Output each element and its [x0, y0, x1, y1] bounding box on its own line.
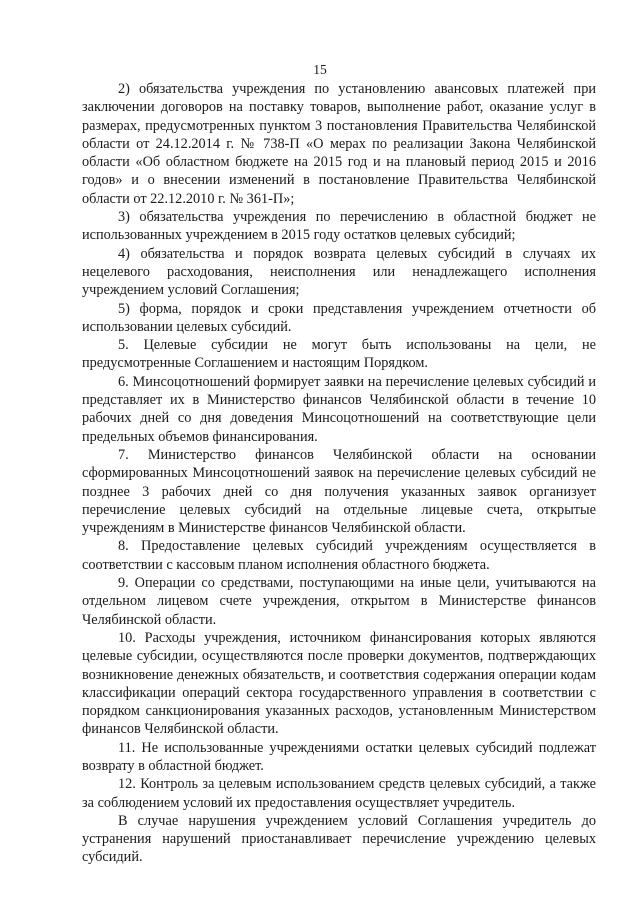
paragraph-clause-11: 11. Не использованные учреждениями остатки целевых субсидий подлежат возврату в областной бюджет. — [82, 739, 596, 774]
paragraph-violation-note: В случае нарушения учреждением условий Соглашения учредитель до устранения нарушений приостанавливает перечисление учреждению целевых субсидий. — [82, 812, 596, 866]
paragraph-clause-6: 6. Минсоцотношений формирует заявки на перечисление целевых субсидий и представляет их в Министерство финансов Челябинской области в течение 10 рабочих дней со дня доведения Минсоцотношений на соответствующие цели предельных объемов финансирования. — [82, 373, 596, 445]
paragraph-clause-12: 12. Контроль за целевым использованием средств целевых субсидий, а также за соблюдением условий их предоставления осуществляет учредитель. — [82, 776, 596, 811]
page-number: 15 — [313, 62, 327, 77]
paragraph-clause-8: 8. Предоставление целевых субсидий учреждениям осуществляется в соответствии с кассовым планом исполнения областного бюджета. — [82, 538, 596, 573]
paragraph-item-4: 4) обязательства и порядок возврата целевых субсидий в случаях их нецелевого расходования, неисполнения или ненадлежащего исполнения учреждением условий Соглашения; — [82, 245, 596, 299]
document-body — [82, 80, 596, 867]
paragraph-item-5: 5) форма, порядок и сроки представления учреждением отчетности об использовании целевых субсидий. — [82, 300, 596, 335]
paragraph-clause-5: 5. Целевые субсидии не могут быть использованы на цели, не предусмотренные Соглашением и настоящим Порядком. — [82, 337, 596, 372]
paragraph-clause-9: 9. Операции со средствами, поступающими на иные цели, учитываются на отдельном лицевом счете учреждения, открытом в Министерстве финансов Челябинской области. — [82, 575, 596, 628]
paragraph-clause-7: 7. Министерство финансов Челябинской области на основании сформированных Минсоцотношений заявок на перечисление целевых субсидий не позднее 3 рабочих дней со дня получения указанных заявок организует перечисление целевых субсидий на отдельные лицевые счета, открытые учреждениям в Министерстве финансов Челябинской области. — [82, 446, 596, 537]
paragraph-clause-10: 10. Расходы учреждения, источником финансирования которых являются целевые субсидии, осуществляются после проверки документов, подтверждающих возникновение денежных обязательств, и соответствия содержания операции кодам классификации операций сектора государственного управления в соответствии с порядком санкционирования указанных расходов, установленным Министерством финансов Челябинской области. — [82, 629, 596, 738]
paragraph-item-3: 3) обязательства учреждения по перечислению в областной бюджет не использованных учреждением в 2015 году остатков целевых субсидий; — [82, 209, 596, 244]
paragraph-item-2: 2) обязательства учреждения по установлению авансовых платежей при заключении договоров на поставку товаров, выполнение работ, оказание услуг в размерах, предусмотренных пунктом 3 постановления Правительства Челябинской области от 24.12.2014 г. № 738-П «О мерах по реализации Закона Челябинской области «Об областном бюджете на 2015 год и на плановый период 2015 и 2016 годов» и о внесении изменений в постановление Правительства Челябинской области от 22.12.2010 г. № 361-П»; — [82, 81, 596, 207]
